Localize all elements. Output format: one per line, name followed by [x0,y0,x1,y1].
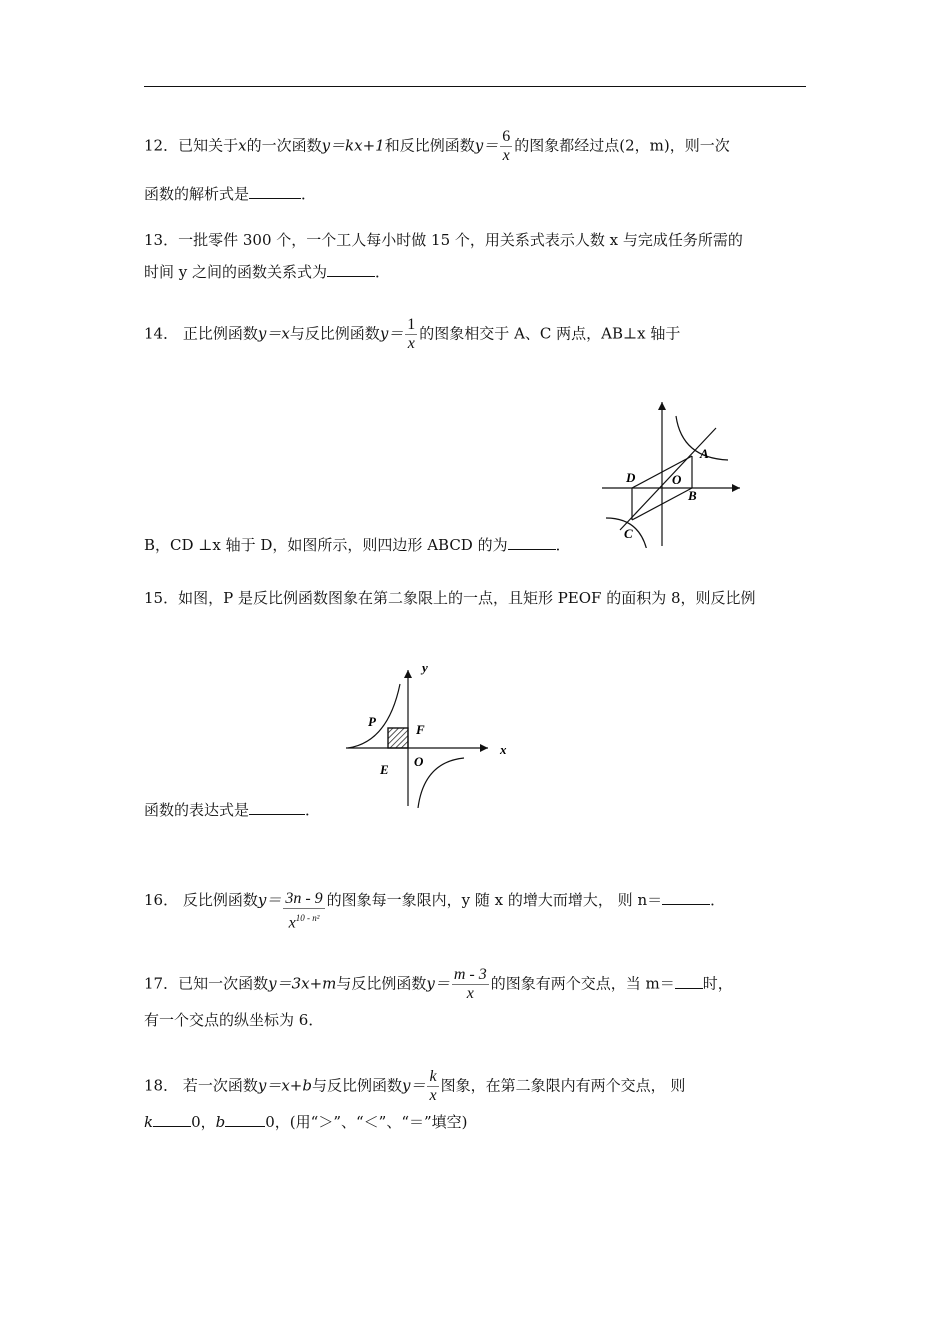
q14-label-b: B [688,488,697,503]
q18-eq-lhs: y＝ [401,1076,426,1095]
q14-text-a: 14． 正比例函数 [144,324,258,343]
q18-answer-blank-b[interactable] [225,1112,265,1127]
q14-label-a: A [700,446,709,461]
q15-label-y: y [422,660,428,675]
q17-line2-text: 有一个交点的纵坐标为 6． [144,1011,324,1029]
q13-line1-text: 13．一批零件 300 个，一个工人每小时做 15 个，用关系式表示人数 x 与完成任务所需的 [144,231,743,249]
q14-figure [600,398,746,548]
q14-eq-lhs: y＝ [379,324,404,343]
q18-fraction [427,1068,438,1105]
q14-numerator: 1 [407,316,416,333]
q18-numerator: k [429,1068,437,1085]
q12-line2-text: 函数的解析式是 [144,185,250,203]
q15-label-o: O [414,754,424,769]
q18-linear-eq: y＝x+b [257,1076,312,1095]
q12-numerator: 6 [502,128,511,145]
q12-linear-eq: y＝kx+1 [321,136,385,155]
q17-eq-lhs: y＝ [426,974,450,993]
q15-figure [340,656,520,808]
q15-line2-text: 函数的表达式是 [144,801,250,819]
question-16-line-1 [144,870,725,932]
q12-text-c: 和反比例函数 [384,136,475,155]
question-14-line-2 [144,535,571,555]
question-18-line-1 [144,1068,685,1105]
q15-label-f: F [416,722,425,737]
q15-end: ． [305,801,321,819]
q16-text-b: 的图象每一象限内，y 随 x 的增大而增大， 则 n＝ [326,891,663,910]
q15-x-arrow [480,744,488,752]
q16-end: ． [710,891,726,910]
q18-text-a: 18． 若一次函数 [144,1076,258,1095]
q14-answer-blank[interactable] [508,535,556,550]
q15-label-x: x [500,742,507,757]
q14-text-b: 与反比例函数 [289,324,380,343]
q14-line2-text: B，CD ⊥x 轴于 D，如图所示，则四边形 ABCD 的为 [144,536,508,554]
q18-var-b: b [215,1113,226,1131]
q14-text-c: 的图象相交于 A、C 两点，AB⊥x 轴于 [419,324,681,343]
q12-text-d: 的图象都经过点(2，m)，则一次 [514,136,730,155]
q18-answer-blank-k[interactable] [153,1112,191,1127]
q15-line1-text: 15．如图，P 是反比例函数图象在第二象限上的一点，且矩形 PEOF 的面积为 8，则反比例 [144,589,756,607]
question-12-line-2 [144,184,316,204]
q14-x-arrow [732,484,740,492]
q17-text-b: 与反比例函数 [336,974,427,993]
q15-y-arrow [404,670,412,678]
q13-end: ． [375,263,391,281]
q17-denominator: x [466,985,474,1002]
q17-text-a: 17．已知一次函数 [144,974,269,993]
q16-denominator: $x^{10 - n^2}$ [288,913,320,932]
q15-label-p: P [368,714,376,729]
question-18-line-2 [144,1112,468,1132]
q14-end: ． [555,536,571,554]
question-17-line-1 [144,966,733,1003]
question-13-line-1 [144,230,743,250]
q17-numerator: m - 3 [453,966,487,983]
q17-answer-blank[interactable] [675,974,703,989]
q17-fraction [452,966,489,1003]
q13-answer-blank[interactable] [327,262,375,277]
question-17-line-2 [144,1010,323,1030]
q17-text-c: 的图象有两个交点，当 m＝ [490,974,675,993]
q16-eq-lhs: y＝ [257,891,282,910]
q12-var-x: x [238,136,247,155]
q14-denominator: x [407,335,415,352]
question-13-line-2 [144,262,390,282]
header-rule [144,86,806,87]
q12-text-b: 的一次函数 [246,136,322,155]
q15-label-e: E [380,762,389,777]
q14-label-c: C [624,526,633,541]
q15-answer-blank[interactable] [249,800,305,815]
q14-label-d: D [626,470,636,485]
q17-text-d: 时， [702,974,733,993]
question-15-line-1 [144,588,756,608]
q12-answer-blank[interactable] [249,184,301,199]
q16-answer-blank[interactable] [662,890,710,905]
q18-denominator: x [429,1087,437,1104]
question-14-line-1 [144,316,680,353]
q12-end: ． [301,185,317,203]
question-15-line-2 [144,800,320,820]
q12-eq-lhs: y＝ [474,136,499,155]
q12-fraction [500,128,512,165]
q14-linear-eq: y＝x [257,324,290,343]
q16-numerator: 3n - 9 [285,890,323,907]
q15-shaded-rectangle [388,728,408,748]
q18-text-b: 与反比例函数 [311,1076,402,1095]
q17-linear-eq: y＝3x+m [268,974,337,993]
q12-text-a: 12．已知关于 [144,136,239,155]
q12-denominator: x [502,147,510,164]
q13-line2-text: 时间 y 之间的函数关系式为 [144,263,328,281]
question-12-line-1 [144,128,730,165]
q16-text-a: 16． 反比例函数 [144,891,258,910]
q18-var-k: k [144,1113,154,1131]
q18-zero-1: 0， [191,1113,216,1131]
q14-y-arrow [658,402,666,410]
q16-fraction [283,890,324,932]
q16-exponent: 10 - n² [295,913,320,923]
q15-hyperbola-q4 [418,758,464,808]
q18-text-c: 图象，在第二象限内有两个交点， 则 [440,1076,686,1095]
q14-fraction [405,316,417,353]
q14-label-o: O [672,472,682,487]
q18-zero-2: 0，(用“＞”、“＜”、“＝”填空) [265,1113,468,1131]
